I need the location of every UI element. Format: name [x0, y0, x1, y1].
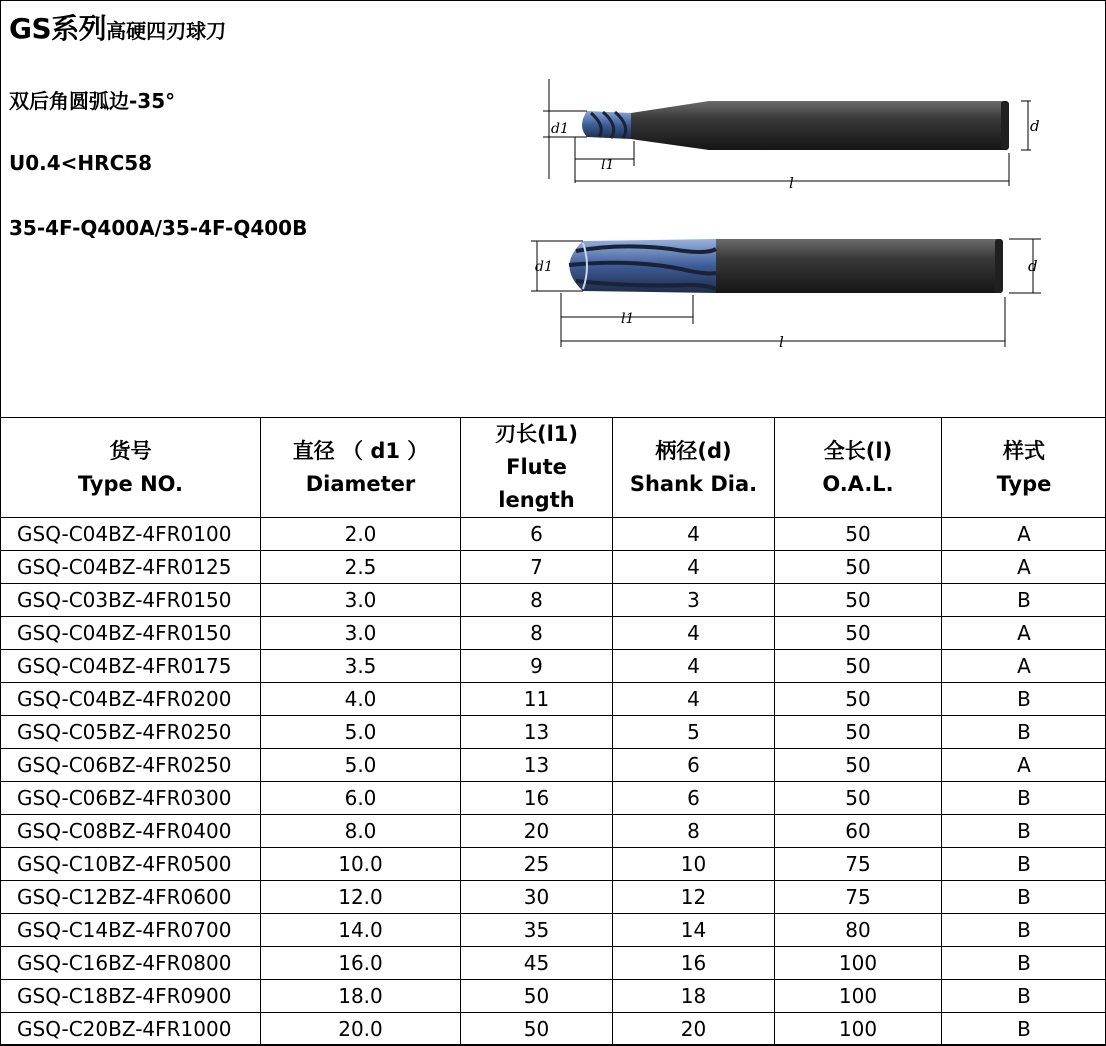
col-header-cn: 刃长(l1) — [461, 418, 612, 451]
cell-type: B — [942, 584, 1106, 617]
cell-type: B — [942, 947, 1106, 980]
spec-table — [0, 417, 1106, 1046]
table-row — [1, 1013, 1106, 1046]
col-header-type-no — [1, 418, 261, 518]
cell-shank-dia: 20 — [613, 1013, 775, 1046]
cell-flute-length: 11 — [461, 683, 613, 716]
cell-diameter: 4.0 — [261, 683, 461, 716]
spec-line-edge: 双后角圆弧边-35° — [9, 85, 175, 114]
tool-drawing-type-b — [521, 229, 1046, 354]
col-header-en: Shank Dia. — [613, 468, 774, 501]
table-row — [1, 980, 1106, 1013]
cell-shank-dia: 12 — [613, 881, 775, 914]
cell-type-no: GSQ-C04BZ-4FR0200 — [1, 683, 261, 716]
cell-flute-length: 6 — [461, 518, 613, 551]
col-header-en: O.A.L. — [775, 468, 941, 501]
col-header-en: Flute — [461, 451, 612, 484]
cell-diameter: 6.0 — [261, 782, 461, 815]
col-header-cn: 柄径(d) — [613, 435, 774, 468]
cell-flute-length: 50 — [461, 980, 613, 1013]
cell-flute-length: 7 — [461, 551, 613, 584]
cell-diameter: 2.0 — [261, 518, 461, 551]
table-row — [1, 683, 1106, 716]
cell-flute-length: 35 — [461, 914, 613, 947]
cell-flute-length: 50 — [461, 1013, 613, 1046]
cell-shank-dia: 4 — [613, 617, 775, 650]
cell-diameter: 5.0 — [261, 716, 461, 749]
table-body — [1, 518, 1106, 1046]
table-row — [1, 914, 1106, 947]
table-header — [1, 418, 1106, 518]
col-header-en: Diameter — [261, 468, 460, 501]
cell-oal: 50 — [775, 584, 942, 617]
cell-type-no: GSQ-C04BZ-4FR0175 — [1, 650, 261, 683]
cell-flute-length: 16 — [461, 782, 613, 815]
cell-type-no: GSQ-C06BZ-4FR0250 — [1, 749, 261, 782]
cell-diameter: 3.0 — [261, 617, 461, 650]
cell-shank-dia: 3 — [613, 584, 775, 617]
col-header-cn: 样式 — [942, 435, 1106, 468]
cell-diameter: 16.0 — [261, 947, 461, 980]
cell-shank-dia: 5 — [613, 716, 775, 749]
table-row — [1, 617, 1106, 650]
dim-d1-b: d1 — [535, 259, 553, 275]
cell-type-no: GSQ-C05BZ-4FR0250 — [1, 716, 261, 749]
dim-l-b: l — [779, 333, 784, 351]
series-subtitle: 高硬四刃球刀 — [106, 19, 226, 43]
cell-type-no: GSQ-C06BZ-4FR0300 — [1, 782, 261, 815]
cell-oal: 50 — [775, 518, 942, 551]
spec-line-model: 35-4F-Q400A/35-4F-Q400B — [9, 216, 307, 240]
dim-l1-b: l1 — [621, 311, 634, 327]
cell-type: B — [942, 782, 1106, 815]
table-row — [1, 782, 1106, 815]
cell-diameter: 10.0 — [261, 848, 461, 881]
cell-type: B — [942, 881, 1106, 914]
cell-flute-length: 25 — [461, 848, 613, 881]
cell-diameter: 12.0 — [261, 881, 461, 914]
cell-flute-length: 9 — [461, 650, 613, 683]
cell-type-no: GSQ-C10BZ-4FR0500 — [1, 848, 261, 881]
cell-shank-dia: 4 — [613, 683, 775, 716]
cell-flute-length: 13 — [461, 749, 613, 782]
col-header-shank-dia — [613, 418, 775, 518]
cell-oal: 50 — [775, 650, 942, 683]
col-header-type — [942, 418, 1106, 518]
cell-type: A — [942, 617, 1106, 650]
col-header-flute-length — [461, 418, 613, 518]
dim-l1-a: l1 — [601, 157, 614, 173]
cell-oal: 100 — [775, 947, 942, 980]
cell-diameter: 20.0 — [261, 1013, 461, 1046]
cell-oal: 50 — [775, 617, 942, 650]
dim-l-a: l — [789, 174, 794, 191]
cell-type-no: GSQ-C04BZ-4FR0150 — [1, 617, 261, 650]
dim-d-a: d — [1030, 117, 1040, 135]
page-title — [9, 7, 226, 47]
cell-diameter: 8.0 — [261, 815, 461, 848]
col-header-oal — [775, 418, 942, 518]
cell-flute-length: 20 — [461, 815, 613, 848]
col-header-en: Type — [942, 468, 1106, 501]
col-header-en: length — [461, 484, 612, 517]
col-header-en: Type NO. — [1, 468, 260, 501]
cell-type: B — [942, 848, 1106, 881]
cell-shank-dia: 10 — [613, 848, 775, 881]
cell-oal: 100 — [775, 980, 942, 1013]
table-row — [1, 518, 1106, 551]
cell-type: A — [942, 650, 1106, 683]
cell-type-no: GSQ-C04BZ-4FR0125 — [1, 551, 261, 584]
cell-flute-length: 8 — [461, 584, 613, 617]
table-row — [1, 947, 1106, 980]
cell-shank-dia: 6 — [613, 749, 775, 782]
cell-diameter: 3.5 — [261, 650, 461, 683]
cell-type: B — [942, 1013, 1106, 1046]
dim-d1-a: d1 — [551, 121, 569, 137]
cell-shank-dia: 4 — [613, 650, 775, 683]
cell-shank-dia: 8 — [613, 815, 775, 848]
cell-type-no: GSQ-C14BZ-4FR0700 — [1, 914, 261, 947]
col-header-cn: 直径 （ d1 ） — [261, 435, 460, 468]
cell-flute-length: 45 — [461, 947, 613, 980]
cell-oal: 60 — [775, 815, 942, 848]
cell-oal: 50 — [775, 551, 942, 584]
cell-flute-length: 30 — [461, 881, 613, 914]
cell-type-no: GSQ-C16BZ-4FR0800 — [1, 947, 261, 980]
cell-type-no: GSQ-C20BZ-4FR1000 — [1, 1013, 261, 1046]
cell-oal: 50 — [775, 683, 942, 716]
cell-flute-length: 8 — [461, 617, 613, 650]
cell-diameter: 3.0 — [261, 584, 461, 617]
spec-line-coating: U0.4<HRC58 — [9, 151, 152, 175]
cell-oal: 50 — [775, 782, 942, 815]
series-title: GS系列 — [9, 12, 106, 45]
col-header-cn: 货号 — [1, 435, 260, 468]
table-row — [1, 551, 1106, 584]
table-row — [1, 749, 1106, 782]
cell-shank-dia: 14 — [613, 914, 775, 947]
cell-flute-length: 13 — [461, 716, 613, 749]
cell-type-no: GSQ-C03BZ-4FR0150 — [1, 584, 261, 617]
table-row — [1, 650, 1106, 683]
cell-oal: 75 — [775, 881, 942, 914]
cell-type-no: GSQ-C18BZ-4FR0900 — [1, 980, 261, 1013]
cell-type: A — [942, 749, 1106, 782]
cell-oal: 80 — [775, 914, 942, 947]
table-row — [1, 584, 1106, 617]
col-header-cn: 全长(l) — [775, 435, 941, 468]
cell-oal: 50 — [775, 716, 942, 749]
cell-shank-dia: 4 — [613, 551, 775, 584]
cell-type: A — [942, 551, 1106, 584]
cell-diameter: 5.0 — [261, 749, 461, 782]
cell-diameter: 18.0 — [261, 980, 461, 1013]
cell-type: B — [942, 914, 1106, 947]
cell-oal: 100 — [775, 1013, 942, 1046]
cell-type-no: GSQ-C12BZ-4FR0600 — [1, 881, 261, 914]
cell-oal: 50 — [775, 749, 942, 782]
cell-shank-dia: 16 — [613, 947, 775, 980]
table-row — [1, 848, 1106, 881]
cell-shank-dia: 6 — [613, 782, 775, 815]
cell-oal: 75 — [775, 848, 942, 881]
cell-type: B — [942, 980, 1106, 1013]
cell-type: B — [942, 683, 1106, 716]
table-row — [1, 881, 1106, 914]
cell-type: A — [942, 518, 1106, 551]
cell-diameter: 2.5 — [261, 551, 461, 584]
dim-d-b: d — [1028, 257, 1038, 275]
cell-type-no: GSQ-C08BZ-4FR0400 — [1, 815, 261, 848]
cell-type: B — [942, 716, 1106, 749]
cell-type: B — [942, 815, 1106, 848]
tool-drawing-type-a — [531, 71, 1051, 191]
table-row — [1, 716, 1106, 749]
cell-diameter: 14.0 — [261, 914, 461, 947]
col-header-diameter — [261, 418, 461, 518]
cell-shank-dia: 18 — [613, 980, 775, 1013]
table-row — [1, 815, 1106, 848]
cell-shank-dia: 4 — [613, 518, 775, 551]
cell-type-no: GSQ-C04BZ-4FR0100 — [1, 518, 261, 551]
